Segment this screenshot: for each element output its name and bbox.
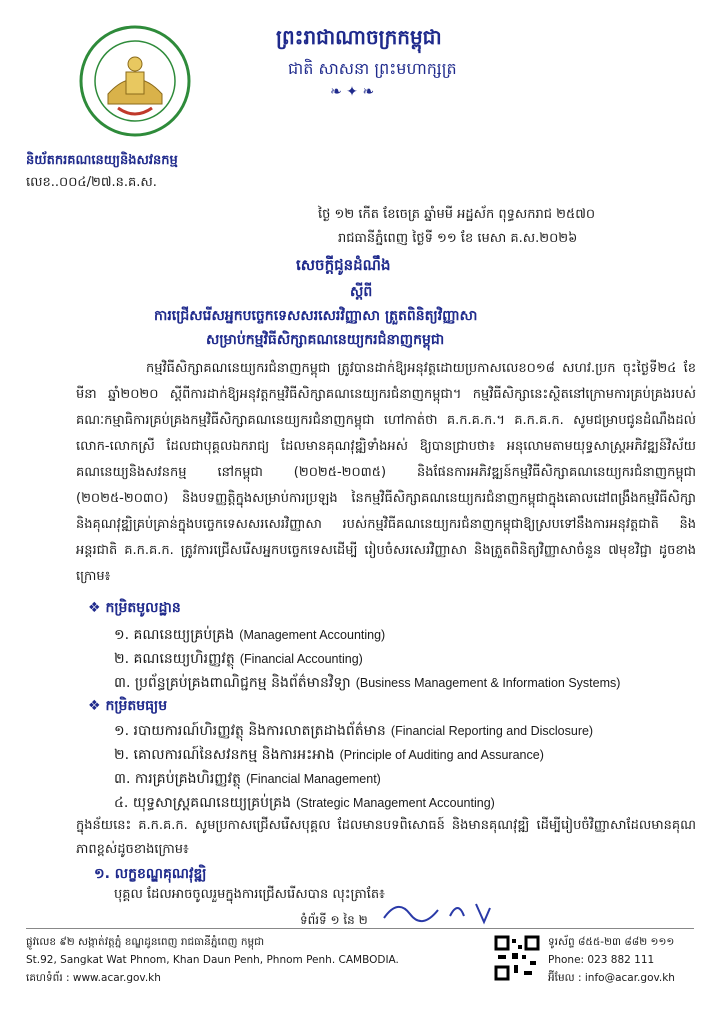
footer-website[interactable]: គេហទំព័រ : www.acar.gov.kh bbox=[26, 972, 161, 984]
level2-heading bbox=[88, 696, 167, 717]
item-kh: ២. គោលការណ៍នៃសវនកម្ម និងការអះអាង bbox=[114, 747, 335, 763]
section1-text: បុគ្គល ដែលអាចចូលរួមក្នុងការជ្រើសរើសបាន លុះត្រាតែ៖ bbox=[114, 887, 385, 902]
level1-item bbox=[114, 672, 620, 694]
footer-phone-kh: ទូរស័ព្ទ ៨៥៥-២៣ ៨៨២ ១១១ bbox=[548, 936, 675, 948]
kingdom-motto: ជាតិ សាសនា ព្រះមហាក្សត្រ bbox=[288, 59, 457, 78]
level1-heading-text: កម្រិតមូលដ្ឋាន bbox=[105, 600, 181, 616]
level2-heading-text: កម្រិតមធ្យម bbox=[105, 698, 168, 714]
item-kh: ៣. ប្រព័ន្ធគ្រប់គ្រងពាណិជ្ជកម្ម និងព័ត៌មានវិទ្យា bbox=[114, 675, 351, 691]
item-en: (Strategic Management Accounting) bbox=[296, 796, 495, 810]
level1-heading bbox=[88, 598, 181, 619]
item-en: (Principle of Auditing and Assurance) bbox=[339, 748, 544, 762]
item-kh: ២. គណនេយ្យហិរញ្ញវត្ថុ bbox=[114, 651, 235, 667]
footer-phone-en: Phone: 023 882 111 bbox=[548, 954, 655, 966]
item-kh: ៣. ការគ្រប់គ្រងហិរញ្ញវត្ថុ bbox=[114, 771, 241, 787]
notice-about: ស្តីពី bbox=[350, 284, 373, 300]
intro-paragraph: កម្មវិធីសិក្សាគណនេយ្យករជំនាញកម្ពុជា ត្រូវបានដាក់ឱ្យអនុវត្តដោយប្រកាសលេខ០១៨ សហវ.ប្រក ចុះថ្ងៃទី២៤ ខែមីនា ឆ្នាំ២០២០ ស្តីពីការដាក់ឱ្យអនុវត្តកម្មវិធីសិក្សាគណនេយ្យករជំនាញកម្ពុជា។ កម្មវិធីសិក្សានេះស្ថិតនៅក្រោមការគ្រប់គ្រងរបស់គណៈកម្មាធិការគ្រប់គ្រងកម្មវិធីសិក្សាគណនេយ្យករជំនាញកម្ពុជា ហៅកាត់ថា គ.ក.គ.ក.។ គ.ក.គ.ក. សូមជម្រាបជូនដំណឹងដល់ លោក-លោកស្រី ដែលជាបុគ្គលឯករាជ្យ ដែលមានគុណវុឌ្ឍិទាំងអស់ ឱ្យបានជ្រាបថា៖ អនុលោមតាមយុទ្ធសាស្ត្រអភិវឌ្ឍន៍វិស័យគណនេយ្យនិងសវនកម្ម នៅកម្ពុជា (២០២៥-២០៣៥) និងផែនការអភិវឌ្ឍន៍កម្មវិធីសិក្សាគណនេយ្យករជំនាញកម្ពុជា (២០២៥-២០៣០) និងបទញ្ញត្តិក្នុងសម្រាប់ការប្រឡង នៃកម្មវិធីសិក្សាគណនេយ្យករជំនាញកម្ពុជាក្នុងគោលដៅពង្រឹងកម្មវិធីសិក្សា និងគុណវុឌ្ឍិគ្រប់គ្រាន់ក្នុងបច្ចេកទេសសរសេរវិញ្ញាសា របស់កម្មវិធីគណនេយ្យករជំនាញកម្ពុជាឱ្យស្របទៅនឹងការអនុវត្តជាតិ និងអន្តរជាតិ គ.ក.គ.ក. ត្រូវការជ្រើសរើសអ្នកបច្ចេកទេសដើម្បី រៀបចំសរសេរវិញ្ញាសា និងត្រួតពិនិត្យវិញ្ញាសាចំនួន ៧មុខវិជ្ជា ដូចខាងក្រោម៖ bbox=[76, 361, 696, 584]
date-solar: រាជធានីភ្នំពេញ ថ្ងៃទី ១១ ខែ មេសា គ.ស.២០២៦ bbox=[338, 231, 578, 246]
notice-title: សេចក្តីជូនដំណឹង bbox=[296, 256, 391, 274]
org-name: និយ័តករគណនេយ្យនិងសវនកម្ម bbox=[26, 153, 178, 168]
diamond-bullet-icon: ❖ bbox=[88, 698, 101, 714]
date-lunar: ថ្ងៃ ១២ កើត ខែចេត្រ ឆ្នាំមមី អដ្ឋស័ក ពុទ្ធសករាជ ២៥៧០ bbox=[318, 207, 596, 222]
page-number: ទំព័រទី ១ នៃ ២ bbox=[300, 913, 368, 927]
notice-subject-1: ការជ្រើសរើសអ្នកបច្ចេកទេសសរសេរវិញ្ញាសា ត្រួតពិនិត្យវិញ្ញាសា bbox=[154, 308, 478, 324]
footer-divider bbox=[26, 928, 694, 929]
item-en: (Financial Accounting) bbox=[239, 652, 363, 666]
signature-mark bbox=[380, 896, 500, 926]
qr-code-icon bbox=[494, 935, 540, 981]
item-en: (Financial Management) bbox=[246, 772, 381, 786]
item-kh: ១. គណនេយ្យគ្រប់គ្រង bbox=[114, 627, 235, 643]
footer-email[interactable]: អ៊ីមែល : info@acar.gov.kh bbox=[548, 972, 675, 984]
kingdom-title: ព្រះរាជាណាចក្រកម្ពុជា bbox=[276, 25, 442, 49]
notice-subject-2: សម្រាប់កម្មវិធីសិក្សាគណនេយ្យករជំនាញកម្ពុជា bbox=[206, 332, 445, 348]
level2-item bbox=[114, 768, 381, 790]
selection-paragraph: ក្នុងន័យនេះ គ.ក.គ.ក. សូមប្រកាសជ្រើសរើសបុគ្គល ដែលមានបទពិសោធន៍ និងមានគុណវុឌ្ឍិ ដើម្បីរៀបចំវិញ្ញាសាដែលមានគុណភាពខ្ពស់ដូចខាងក្រោម៖ bbox=[76, 818, 696, 857]
item-en: (Business Management & Information Systems) bbox=[355, 676, 621, 690]
item-en: (Financial Reporting and Disclosure) bbox=[390, 724, 594, 738]
level1-item bbox=[114, 648, 363, 670]
diamond-bullet-icon: ❖ bbox=[88, 600, 101, 616]
ref-number: លេខ..០០៤/២៧.ន.គ.ស. bbox=[26, 175, 157, 190]
level2-item bbox=[114, 720, 593, 742]
motto-ornament: ❧ ✦ ❧ bbox=[330, 84, 375, 100]
acar-logo bbox=[78, 24, 192, 138]
section1-heading: ១. លក្ខខណ្ឌគុណវុឌ្ឍិ bbox=[94, 866, 207, 882]
item-kh: ៤. យុទ្ធសាស្ត្រគណនេយ្យគ្រប់គ្រង bbox=[114, 795, 291, 811]
level1-item bbox=[114, 624, 385, 646]
footer-address-kh: ផ្លូវលេខ ៩២ សង្កាត់វត្តភ្នំ ខណ្ឌដូនពេញ រាជធានីភ្នំពេញ កម្ពុជា bbox=[26, 936, 265, 948]
level2-item bbox=[114, 744, 544, 766]
level2-item bbox=[114, 792, 495, 814]
footer-address-en: St.92, Sangkat Wat Phnom, Khan Daun Penh, Phnom Penh. CAMBODIA. bbox=[26, 954, 399, 966]
item-en: (Management Accounting) bbox=[239, 628, 386, 642]
item-kh: ១. របាយការណ៍ហិរញ្ញវត្ថុ និងការលាតត្រដាងព័ត៌មាន bbox=[114, 723, 386, 739]
